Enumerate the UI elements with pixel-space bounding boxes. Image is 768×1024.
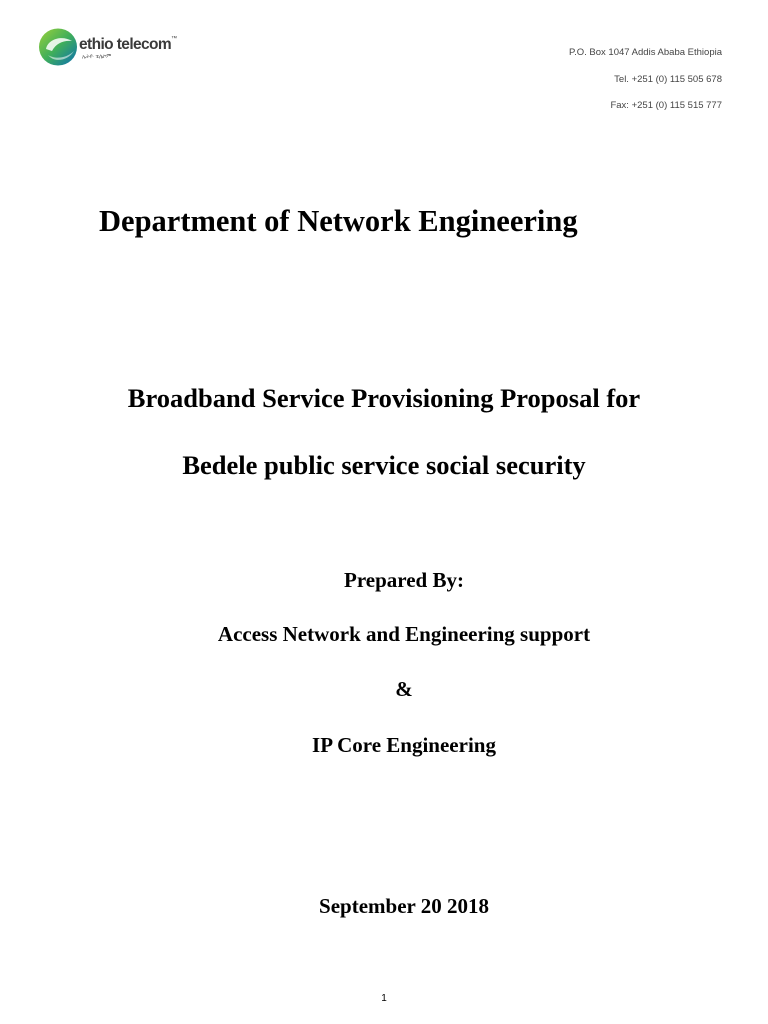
ethio-telecom-logo-icon [38,27,82,67]
department-heading: Department of Network Engineering [99,204,578,238]
proposal-title-line-2: Bedele public service social security [182,450,586,480]
telephone-text: Tel. +251 (0) 115 505 678 [614,73,722,85]
page-number: 1 [381,993,387,1004]
company-logo [38,27,188,71]
prepared-by-label: Prepared By: [344,568,464,592]
fax-text: Fax: +251 (0) 115 515 777 [610,100,722,111]
preparing-team-2: IP Core Engineering [312,733,496,757]
proposal-title-line-1: Broadband Service Provisioning Proposal for [127,383,641,413]
trademark-symbol: ™ [171,36,177,42]
contact-block [569,46,722,126]
logo-wordmark: ethio telecom™ [79,36,177,53]
logo-subtext: ኢትዮ ቴሌኮም [82,54,112,60]
preparing-team-1: Access Network and Engineering support [217,622,591,646]
ampersand: & [395,677,413,701]
document-date: September 20 2018 [319,894,489,918]
address-text: P.O. Box 1047 Addis Ababa Ethiopia [569,47,722,58]
